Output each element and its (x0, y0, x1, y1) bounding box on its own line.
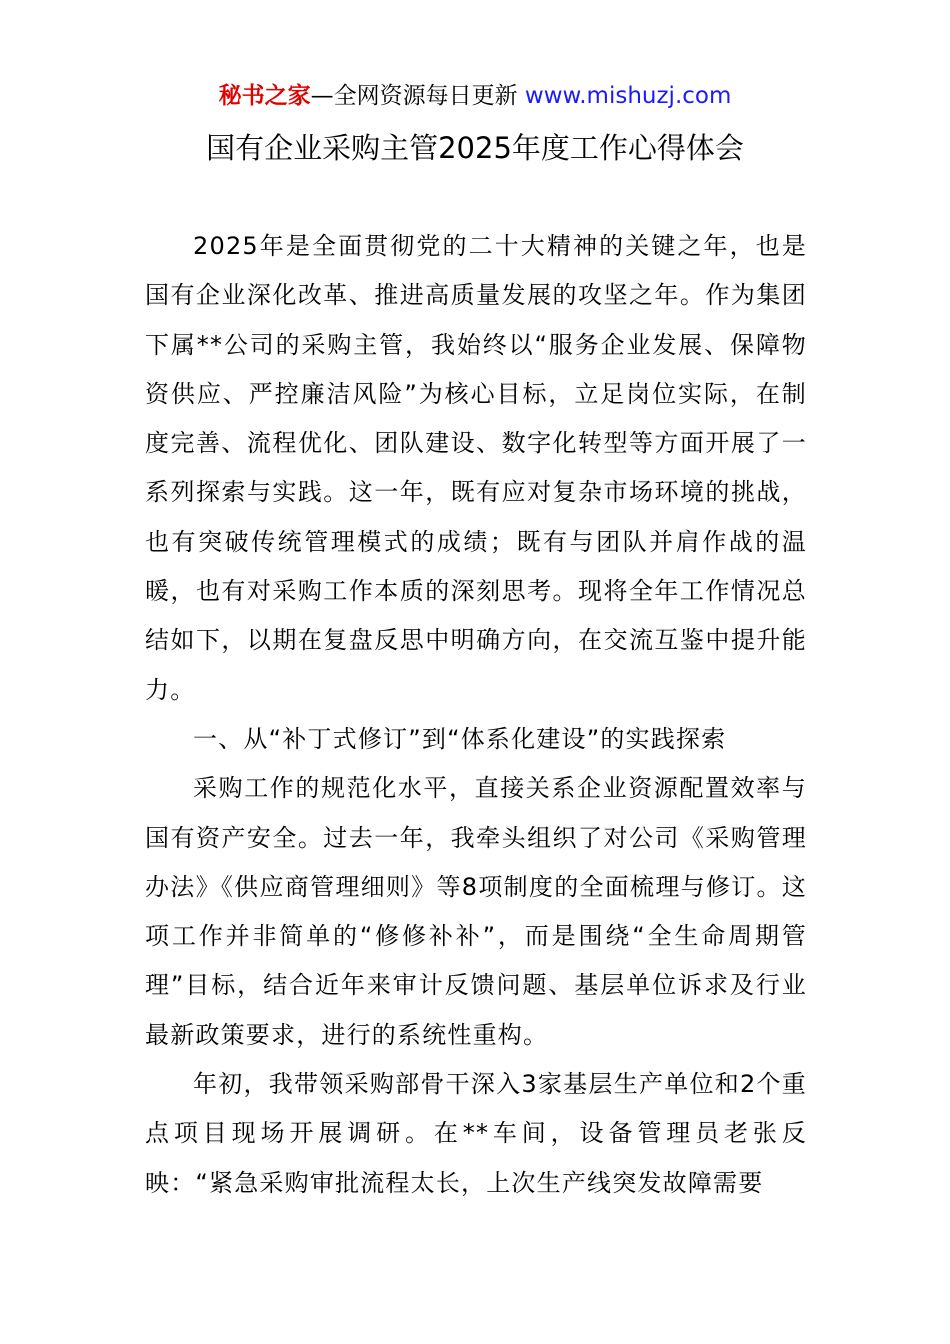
site-name: 秘书之家 (218, 83, 311, 109)
document-body (145, 222, 807, 1208)
section-heading-1: 一、从“补丁式修订”到“体系化建设”的实践探索 (193, 724, 727, 753)
intro-paragraph: 2025年是全面贯彻党的二十大精神的关键之年，也是国有企业深化改革、推进高质量发展的攻坚之年。作为集团下属**公司的采购主管，我始终以“服务企业发展、保障物资供应、严控廉洁风险”为核心目标，立足岗位实际，在制度完善、流程优化、团队建设、数字化转型等方面开展了一系列探索与实践。这一年，既有应对复杂市场环境的挑战，也有突破传统管理模式的成绩；既有与团队并肩作战的温暖，也有对采购工作本质的深刻思考。现将全年工作情况总结如下，以期在复盘反思中明确方向，在交流互鉴中提升能力。 (145, 232, 807, 704)
document-title: 国有企业采购主管2025年度工作心得体会 (206, 131, 744, 165)
body-paragraph: 年初，我带领采购部骨干深入3家基层生产单位和2个重点项目现场开展调研。在**车间，设备管理员老张反映：“紧急采购审批流程太长，上次生产线突发故障需要 (145, 1070, 807, 1197)
site-slogan: —全网资源每日更新 (310, 83, 518, 109)
site-url-link[interactable]: www.mishuzj.com (524, 83, 732, 109)
body-paragraph: 采购工作的规范化水平，直接关系企业资源配置效率与国有资产安全。过去一年，我牵头组织了对公司《采购管理办法》《供应商管理细则》等8项制度的全面梳理与修订。这项工作并非简单的“修修补补”，而是围绕“全生命周期管理”目标，结合近年来审计反馈问题、基层单位诉求及行业最新政策要求，进行的系统性重构。 (145, 774, 807, 1049)
site-header (0, 80, 950, 112)
